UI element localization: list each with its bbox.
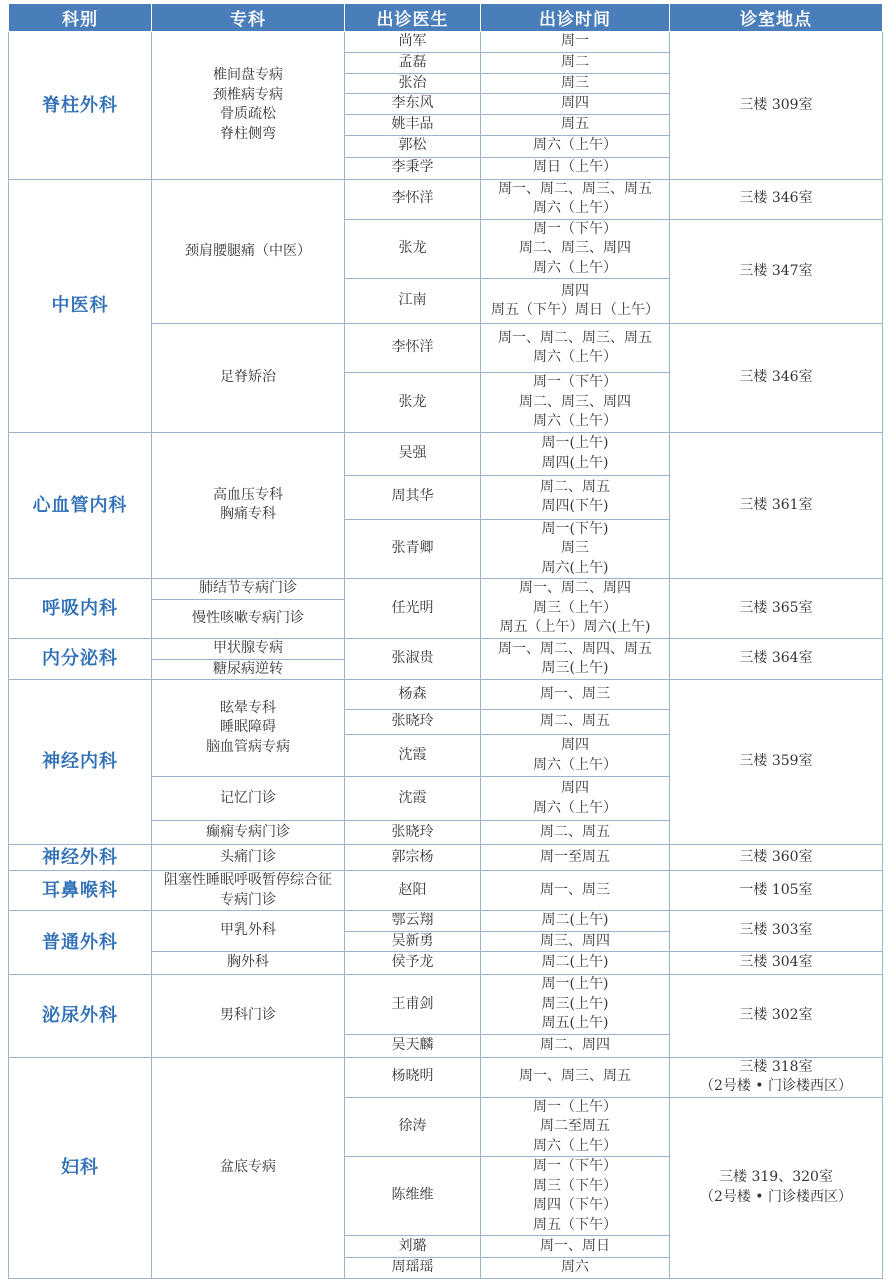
doctor-cell: 李怀洋 (345, 179, 481, 219)
specialty-cell: 糖尿病逆转 (152, 659, 345, 680)
text-line: 周一（下午） (533, 220, 617, 237)
doctor-cell: 徐涛 (345, 1097, 481, 1157)
room-cell (670, 1057, 883, 1097)
room-cell: 一楼 105室 (670, 871, 883, 911)
specialty-cell (152, 432, 345, 579)
doctor-cell: 吴新勇 (345, 931, 481, 952)
specialty-cell: 甲状腺专病 (152, 639, 345, 660)
text-line: 周四(上午) (541, 454, 609, 471)
doctor-cell: 王甫剑 (345, 975, 481, 1035)
specialty-cell (152, 871, 345, 911)
text-line: 周一、周二、周三、周五 (498, 180, 652, 197)
doctor-cell: 周瑶瑶 (345, 1258, 481, 1279)
text-line: 周一(下午) (541, 520, 609, 537)
room-cell: 三楼 304室 (670, 952, 883, 975)
time-cell (481, 735, 670, 777)
doctor-cell: 李怀洋 (345, 324, 481, 373)
text-line: 椎间盘专病 (213, 67, 283, 84)
text-line: 周二、周三、周四 (519, 240, 631, 256)
time-cell: 周二、周五 (481, 821, 670, 845)
time-cell (481, 279, 670, 324)
table-row (9, 680, 883, 710)
doctor-cell: 张淑贵 (345, 639, 481, 680)
room-cell: 三楼 309室 (670, 32, 883, 180)
text-line: 周五(上午) (541, 1015, 609, 1031)
text-line: 周六（上午） (533, 413, 617, 429)
specialty-cell: 肺结节专病门诊 (152, 579, 345, 600)
department-cell: 中医科 (9, 179, 152, 432)
text-line: 三楼 319、320室 (719, 1169, 833, 1185)
time-cell (481, 475, 670, 519)
doctor-cell: 刘璐 (345, 1236, 481, 1258)
time-cell: 周一、周日 (481, 1236, 670, 1258)
text-line: 骨质疏松 (220, 106, 276, 123)
specialty-cell: 慢性咳嗽专病门诊 (152, 600, 345, 639)
time-cell (481, 1097, 670, 1157)
doctor-cell: 鄂云翔 (345, 911, 481, 932)
text-line: 周三（下午） (533, 1177, 617, 1194)
time-cell (481, 179, 670, 219)
time-cell (481, 519, 670, 579)
specialty-cell: 颈肩腰腿痛（中医） (152, 179, 345, 324)
specialty-cell: 盆底专病 (152, 1057, 345, 1278)
text-line: 睡眠障碍 (220, 719, 276, 736)
department-cell: 内分泌科 (9, 639, 152, 680)
text-line: 周一、周二、周三、周五 (498, 329, 652, 346)
doctor-cell: 张青卿 (345, 519, 481, 579)
text-line: 周六（上午） (533, 799, 617, 816)
specialty-cell: 记忆门诊 (152, 777, 345, 821)
time-cell: 周六（上午） (481, 135, 670, 157)
text-line: 周五（下午） (533, 1216, 617, 1233)
doctor-cell: 赵阳 (345, 871, 481, 911)
doctor-cell: 侯予龙 (345, 952, 481, 975)
specialty-cell: 足脊矫治 (152, 324, 345, 433)
time-cell (481, 219, 670, 279)
text-line: 周一(上午) (541, 976, 609, 992)
doctor-cell: 李东风 (345, 94, 481, 115)
department-cell: 泌尿外科 (9, 975, 152, 1058)
time-cell: 周一 (481, 32, 670, 53)
text-line: 周四 (561, 282, 589, 299)
department-cell: 呼吸内科 (9, 579, 152, 639)
table-row (9, 845, 883, 871)
header-doctor: 出诊医生 (345, 4, 481, 32)
time-cell: 周二、周四 (481, 1034, 670, 1057)
text-line: 周六（上午） (533, 349, 617, 365)
room-cell: 三楼 303室 (670, 911, 883, 952)
time-cell: 周一、周三 (481, 871, 670, 911)
time-cell: 周四 (481, 94, 670, 115)
department-cell: 神经外科 (9, 845, 152, 871)
text-line: 周三(上午) (541, 995, 609, 1012)
doctor-cell: 任光明 (345, 579, 481, 639)
text-line: 周一(上午) (541, 435, 609, 451)
text-line: 周四（下午） (533, 1197, 617, 1213)
specialty-cell: 癫痫专病门诊 (152, 821, 345, 845)
specialty-cell: 胸外科 (152, 952, 345, 975)
time-cell: 周三 (481, 73, 670, 94)
specialty-cell (152, 680, 345, 777)
specialty-cell: 甲乳外科 (152, 911, 345, 952)
doctor-cell: 尚军 (345, 32, 481, 53)
text-line: 周四 (561, 780, 589, 796)
text-line: 周六（上午） (533, 259, 617, 276)
text-line: 胸痛专科 (220, 506, 276, 523)
time-cell: 周一至周五 (481, 845, 670, 871)
doctor-cell: 杨森 (345, 680, 481, 710)
department-cell: 妇科 (9, 1057, 152, 1278)
text-line: 周二至周五 (540, 1118, 610, 1134)
text-line: 高血压专科 (213, 486, 283, 503)
text-line: 阻塞性睡眠呼吸暂停综合征 (164, 872, 332, 888)
text-line: （2号楼 • 门诊楼西区） (699, 1188, 853, 1205)
text-line: 专病门诊 (220, 891, 276, 908)
text-line: 周三（上午） (533, 599, 617, 616)
room-cell (670, 1097, 883, 1278)
text-line: （2号楼 • 门诊楼西区） (699, 1078, 853, 1094)
doctor-cell: 杨晓明 (345, 1057, 481, 1097)
department-cell: 神经内科 (9, 680, 152, 845)
doctor-cell: 吴天麟 (345, 1034, 481, 1057)
text-line: 周二、周五 (540, 478, 610, 495)
table-row (9, 1057, 883, 1097)
time-cell (481, 324, 670, 373)
doctor-cell: 陈维维 (345, 1157, 481, 1236)
room-cell: 三楼 359室 (670, 680, 883, 845)
doctor-cell: 张晓玲 (345, 821, 481, 845)
time-cell: 周二(上午) (481, 952, 670, 975)
time-cell: 周六 (481, 1258, 670, 1279)
time-cell: 周二(上午) (481, 911, 670, 932)
specialty-cell (152, 32, 345, 180)
specialty-cell: 头痛门诊 (152, 845, 345, 871)
time-cell: 周二、周五 (481, 710, 670, 735)
table-row (9, 179, 883, 219)
specialty-cell: 男科门诊 (152, 975, 345, 1058)
text-line: 周四(下午) (541, 498, 609, 514)
header-department: 科别 (9, 4, 152, 32)
doctor-cell: 张龙 (345, 219, 481, 279)
doctor-cell: 张龙 (345, 373, 481, 433)
room-cell: 三楼 346室 (670, 179, 883, 219)
text-line: 周六（上午） (533, 200, 617, 216)
doctor-cell: 吴强 (345, 432, 481, 475)
text-line: 周五（上午）周六(上午) (499, 619, 651, 636)
text-line: 周二、周三、周四 (519, 393, 631, 410)
doctor-cell: 周其华 (345, 475, 481, 519)
header-room: 诊室地点 (670, 4, 883, 32)
text-line: 周六(上午) (541, 559, 609, 576)
time-cell: 周一、周三、周五 (481, 1057, 670, 1097)
text-line: 脊柱侧弯 (220, 125, 276, 142)
text-line: 周一（下午） (533, 1158, 617, 1174)
text-line: 周六（上午） (533, 756, 617, 773)
doctor-cell: 沈霞 (345, 777, 481, 821)
text-line: 周五（下午）周日（上午） (491, 302, 659, 318)
room-cell: 三楼 302室 (670, 975, 883, 1058)
text-line: 周一、周二、周四 (519, 580, 631, 597)
header-row (9, 4, 883, 32)
text-line: 颈椎病专病 (213, 86, 283, 103)
time-cell: 周日（上午） (481, 157, 670, 179)
room-cell: 三楼 360室 (670, 845, 883, 871)
table-row (9, 579, 883, 600)
doctor-cell: 张治 (345, 73, 481, 94)
time-cell (481, 639, 670, 680)
doctor-cell: 孟磊 (345, 53, 481, 74)
time-cell (481, 373, 670, 433)
doctor-cell: 张晓玲 (345, 710, 481, 735)
room-cell: 三楼 347室 (670, 219, 883, 324)
schedule-table (8, 3, 883, 1279)
time-cell: 周五 (481, 114, 670, 135)
room-cell: 三楼 365室 (670, 579, 883, 639)
time-cell (481, 1157, 670, 1236)
table-row (9, 639, 883, 660)
table-row (9, 432, 883, 475)
room-cell: 三楼 346室 (670, 324, 883, 433)
room-cell: 三楼 364室 (670, 639, 883, 680)
text-line: 周三 (561, 540, 589, 556)
table-row (9, 32, 883, 53)
time-cell (481, 975, 670, 1035)
header-specialty: 专科 (152, 4, 345, 32)
department-cell: 脊柱外科 (9, 32, 152, 180)
department-cell: 心血管内科 (9, 432, 152, 579)
doctor-cell: 江南 (345, 279, 481, 324)
header-time: 出诊时间 (481, 4, 670, 32)
time-cell (481, 432, 670, 475)
time-cell: 周三、周四 (481, 931, 670, 952)
text-line: 周一、周二、周四、周五 (498, 640, 652, 657)
department-cell: 耳鼻喉科 (9, 871, 152, 911)
text-line: 眩晕专科 (220, 699, 276, 716)
time-cell: 周一、周三 (481, 680, 670, 710)
text-line: 三楼 318室 (739, 1058, 813, 1075)
time-cell (481, 579, 670, 639)
room-cell: 三楼 361室 (670, 432, 883, 579)
table-row (9, 975, 883, 1035)
time-cell: 周二 (481, 53, 670, 74)
text-line: 周三(上午) (541, 660, 609, 676)
table-row (9, 871, 883, 911)
text-line: 周六（上午） (533, 1137, 617, 1154)
doctor-cell: 郭松 (345, 135, 481, 157)
department-cell: 普通外科 (9, 911, 152, 975)
doctor-cell: 沈霞 (345, 735, 481, 777)
text-line: 周四 (561, 737, 589, 753)
time-cell (481, 777, 670, 821)
doctor-cell: 李秉学 (345, 157, 481, 179)
doctor-cell: 郭宗杨 (345, 845, 481, 871)
text-line: 脑血管病专病 (206, 738, 290, 755)
doctor-cell: 姚丰品 (345, 114, 481, 135)
text-line: 周一（下午） (533, 374, 617, 390)
table-row (9, 911, 883, 932)
text-line: 周一（上午） (533, 1098, 617, 1115)
